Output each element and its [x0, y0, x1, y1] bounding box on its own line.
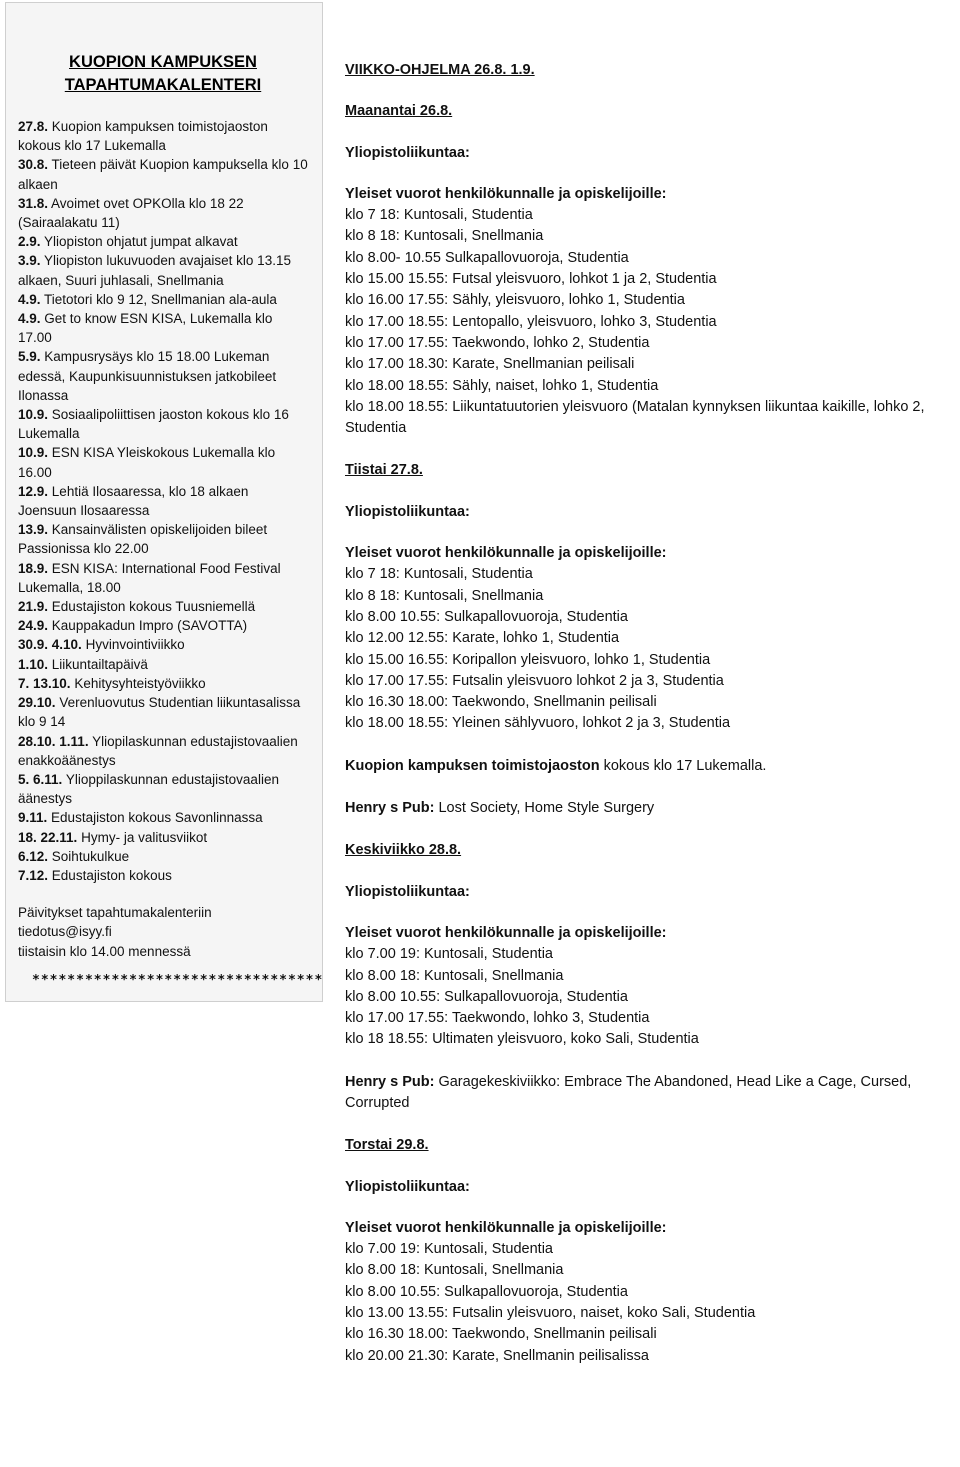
day-heading: Keskiviikko 28.8.: [345, 842, 462, 859]
schedule-line: klo 16.30 18.00: Taekwondo, Snellmanin peilisali: [345, 1326, 657, 1343]
schedule-line: klo 8 18: Kuntosali, Snellmania: [345, 587, 544, 604]
event-text: Hyvinvointiviikko: [85, 637, 185, 653]
calendar-event: [18, 347, 308, 405]
calendar-event: [18, 635, 308, 654]
event-text: Yliopiston ohjatut jumpat alkavat: [44, 234, 238, 250]
calendar-event: [18, 232, 308, 251]
event-date: 10.9.: [18, 445, 49, 461]
notice-text: Lost Society, Home Style Surgery: [434, 800, 655, 817]
calendar-event: [18, 732, 308, 770]
separator-stars: *********************************: [32, 972, 324, 988]
general-shifts-header: Yleiset vuorot henkilökunnalle ja opiskelijoille:: [345, 924, 667, 941]
event-text: Verenluovutus Studentian liikuntasalissa klo 9 14: [18, 695, 301, 730]
calendar-event: [18, 847, 308, 866]
event-text: Kuopion kampuksen toimistojaoston kokous klo 17 Lukemalla: [18, 119, 268, 154]
schedule-line: klo 7 18: Kuntosali, Studentia: [345, 566, 533, 583]
event-text: Edustajiston kokous Tuusniemellä: [51, 599, 256, 615]
event-date: 3.9.: [18, 253, 41, 269]
calendar-event: [18, 693, 308, 731]
event-text: Tietotori klo 9 12, Snellmanian ala-aula: [44, 291, 277, 307]
calendar-event: [18, 443, 308, 481]
event-date: 12.9.: [18, 483, 49, 499]
event-date: 7. 13.10.: [18, 675, 71, 691]
event-text: Edustajiston kokous: [51, 867, 172, 883]
day-heading: Tiistai 27.8.: [345, 462, 423, 479]
calendar-event: [18, 655, 308, 674]
schedule-line: klo 8.00 18: Kuntosali, Snellmania: [345, 1262, 564, 1279]
calendar-event: [18, 117, 308, 155]
schedule-line: klo 17.00 17.55: Taekwondo, lohko 3, Studentia: [345, 1010, 650, 1027]
notice-title: Kuopion kampuksen toimistojaoston: [345, 757, 600, 774]
calendar-event: [18, 482, 308, 520]
calendar-event: [18, 808, 308, 827]
calendar-event: [18, 194, 308, 232]
day-schedule: [345, 543, 945, 735]
schedule-line: klo 7 18: Kuntosali, Studentia: [345, 207, 533, 224]
calendar-event-list: [18, 117, 308, 885]
schedule-line: klo 17.00 17.55: Futsalin yleisvuoro lohkot 2 ja 3, Studentia: [345, 672, 724, 689]
event-text: Edustajiston kokous Savonlinnassa: [51, 810, 263, 826]
event-date: 18.9.: [18, 560, 49, 576]
contact-email[interactable]: tiedotus@isyy.fi: [18, 924, 112, 940]
event-text: Yliopiston lukuvuoden avajaiset klo 13.15 alkaen, Suuri juhlasali, Snellmania: [18, 253, 291, 288]
sports-header: Yliopistoliikuntaa:: [345, 144, 470, 161]
schedule-line: klo 15.00 15.55: Futsal yleisvuoro, lohkot 1 ja 2, Studentia: [345, 271, 717, 288]
event-date: 6.12.: [18, 848, 49, 864]
event-date: 21.9.: [18, 599, 49, 615]
calendar-event: [18, 520, 308, 558]
day-notice: [345, 798, 945, 819]
day-heading: Torstai 29.8.: [345, 1137, 429, 1154]
schedule-line: klo 18.00 18.55: Sähly, naiset, lohko 1, Studentia: [345, 377, 659, 394]
schedule-line: klo 8.00- 10.55 Sulkapallovuoroja, Studentia: [345, 249, 629, 266]
schedule-line: klo 7.00 19: Kuntosali, Studentia: [345, 1241, 553, 1258]
event-date: 27.8.: [18, 119, 49, 134]
calendar-event: [18, 251, 308, 289]
calendar-event: [18, 405, 308, 443]
calendar-event: [18, 616, 308, 635]
event-date: 4.9.: [18, 291, 41, 307]
calendar-title: KUOPION KAMPUKSEN TAPAHTUMAKALENTERI: [64, 53, 262, 94]
event-date: 24.9.: [18, 618, 49, 634]
general-shifts-header: Yleiset vuorot henkilökunnalle ja opiskelijoille:: [345, 185, 667, 202]
event-calendar-content: [18, 51, 324, 988]
event-text: Yliopilaskunnan edustajistovaalien enakkoäänestys: [18, 733, 298, 768]
event-text: Get to know ESN KISA, Lukemalla klo 17.00: [18, 311, 273, 346]
event-text: ESN KISA: International Food Festival Lukemalla, 18.00: [18, 560, 281, 595]
schedule-line: klo 8.00 10.55: Sulkapallovuoroja, Studentia: [345, 988, 628, 1005]
calendar-event: [18, 597, 308, 616]
event-text: Kauppakadun Impro (SAVOTTA): [51, 618, 248, 634]
notice-title: Henry s Pub:: [345, 1073, 435, 1090]
schedule-line: klo 18.00 18.55: Yleinen sählyvuoro, lohkot 2 ja 3, Studentia: [345, 715, 731, 732]
event-text: Liikuntailtapäivä: [51, 656, 148, 672]
schedule-line: klo 8.00 18: Kuntosali, Snellmania: [345, 967, 564, 984]
event-date: 4.9.: [18, 311, 41, 327]
week-title: VIIKKO-OHJELMA 26.8. 1.9.: [345, 62, 535, 78]
event-date: 2.9.: [18, 234, 41, 250]
event-text: ESN KISA Yleiskokous Lukemalla klo 16.00: [18, 445, 276, 480]
day-schedule: [345, 1218, 945, 1367]
event-text: Lehtiä Ilosaaressa, klo 18 alkaen Joensuun Ilosaaressa: [18, 483, 249, 519]
day-notice: [345, 756, 945, 777]
schedule-line: klo 16.00 17.55: Sähly, yleisvuoro, lohko 1, Studentia: [345, 292, 685, 309]
schedule-line: klo 17.00 17.55: Taekwondo, lohko 2, Studentia: [345, 334, 650, 351]
event-text: Hymy- ja valitusviikot: [81, 829, 208, 845]
event-text: Ylioppilaskunnan edustajistovaalien äänestys: [18, 771, 279, 807]
event-date: 28.10. 1.11.: [18, 733, 89, 749]
event-calendar-panel: [5, 2, 323, 1002]
event-date: 30.9. 4.10.: [18, 637, 82, 653]
schedule-line: klo 13.00 13.55: Futsalin yleisvuoro, naiset, koko Sali, Studentia: [345, 1305, 756, 1322]
event-text: Soihtukulkue: [51, 848, 130, 864]
event-text: Avoimet ovet OPKOlla klo 18 22 (Sairaalakatu 11): [18, 195, 244, 231]
event-date: 13.9.: [18, 522, 49, 538]
notice-text: kokous klo 17 Lukemalla.: [599, 757, 767, 774]
day-schedule: [345, 184, 945, 440]
event-date: 30.8.: [18, 157, 49, 173]
calendar-event: [18, 155, 308, 193]
day-schedule: [345, 923, 945, 1051]
notice-text: Garagekeskiviikko: Embrace The Abandoned, Head Like a Cage, Cursed, Corrupted: [345, 1073, 912, 1111]
general-shifts-header: Yleiset vuorot henkilökunnalle ja opiskelijoille:: [345, 1219, 667, 1236]
schedule-line: klo 20.00 21.30: Karate, Snellmanin peilisalissa: [345, 1347, 649, 1364]
event-date: 18. 22.11.: [18, 829, 78, 845]
event-date: 1.10.: [18, 656, 49, 672]
schedule-line: klo 17.00 18.30: Karate, Snellmanian peilisali: [345, 356, 635, 373]
event-text: Sosiaalipoliittisen jaoston kokous klo 16 Lukemalla: [18, 407, 289, 442]
calendar-footer: Päivitykset tapahtumakalenteriin tiedotus@isyy.fi tiistaisin klo 14.00 mennessä: [18, 903, 308, 961]
calendar-event: [18, 674, 308, 693]
event-date: 29.10.: [18, 695, 56, 711]
calendar-event: [18, 309, 308, 347]
sports-header: Yliopistoliikuntaa:: [345, 1178, 470, 1195]
calendar-event: [18, 559, 308, 597]
event-text: Kampusrysäys klo 15 18.00 Lukeman edessä, Kaupunkisuunnistuksen jatkobileet Ilonassa: [18, 349, 277, 403]
schedule-line: klo 17.00 18.55: Lentopallo, yleisvuoro, lohko 3, Studentia: [345, 313, 717, 330]
event-date: 9.11.: [18, 810, 48, 826]
schedule-line: klo 7.00 19: Kuntosali, Studentia: [345, 946, 553, 963]
event-date: 5.9.: [18, 349, 41, 365]
event-date: 5. 6.11.: [18, 771, 63, 787]
event-text: Tieteen päivät Kuopion kampuksella klo 10 alkaen: [18, 157, 308, 192]
schedule-line: klo 8 18: Kuntosali, Snellmania: [345, 228, 544, 245]
schedule-line: klo 15.00 16.55: Koripallon yleisvuoro, lohko 1, Studentia: [345, 651, 711, 668]
sports-header: Yliopistoliikuntaa:: [345, 883, 470, 900]
event-date: 7.12.: [18, 867, 49, 883]
event-date: 31.8.: [18, 195, 49, 211]
schedule-line: klo 8.00 10.55: Sulkapallovuoroja, Studentia: [345, 608, 628, 625]
weekly-program: [345, 60, 945, 1388]
day-heading: Maanantai 26.8.: [345, 103, 453, 120]
schedule-line: klo 18.00 18.55: Liikuntatuutorien yleisvuoro (Matalan kynnyksen liikuntaa kaikille, lohko 2, Studentia: [345, 398, 925, 437]
schedule-line: klo 18 18.55: Ultimaten yleisvuoro, koko Sali, Studentia: [345, 1031, 699, 1048]
calendar-event: [18, 828, 308, 847]
schedule-line: klo 12.00 12.55: Karate, lohko 1, Studentia: [345, 630, 620, 647]
day-notice: [345, 1072, 945, 1115]
schedule-line: klo 16.30 18.00: Taekwondo, Snellmanin peilisali: [345, 694, 657, 711]
event-text: Kansainvälisten opiskelijoiden bileet Passionissa klo 22.00: [18, 522, 268, 557]
general-shifts-header: Yleiset vuorot henkilökunnalle ja opiskelijoille:: [345, 545, 667, 562]
sports-header: Yliopistoliikuntaa:: [345, 503, 470, 520]
calendar-event: [18, 866, 308, 885]
schedule-line: klo 8.00 10.55: Sulkapallovuoroja, Studentia: [345, 1283, 628, 1300]
event-date: 10.9.: [18, 407, 49, 423]
event-text: Kehitysyhteistyöviikko: [74, 675, 206, 691]
calendar-event: [18, 290, 308, 309]
calendar-event: [18, 770, 308, 808]
notice-title: Henry s Pub:: [345, 800, 435, 817]
